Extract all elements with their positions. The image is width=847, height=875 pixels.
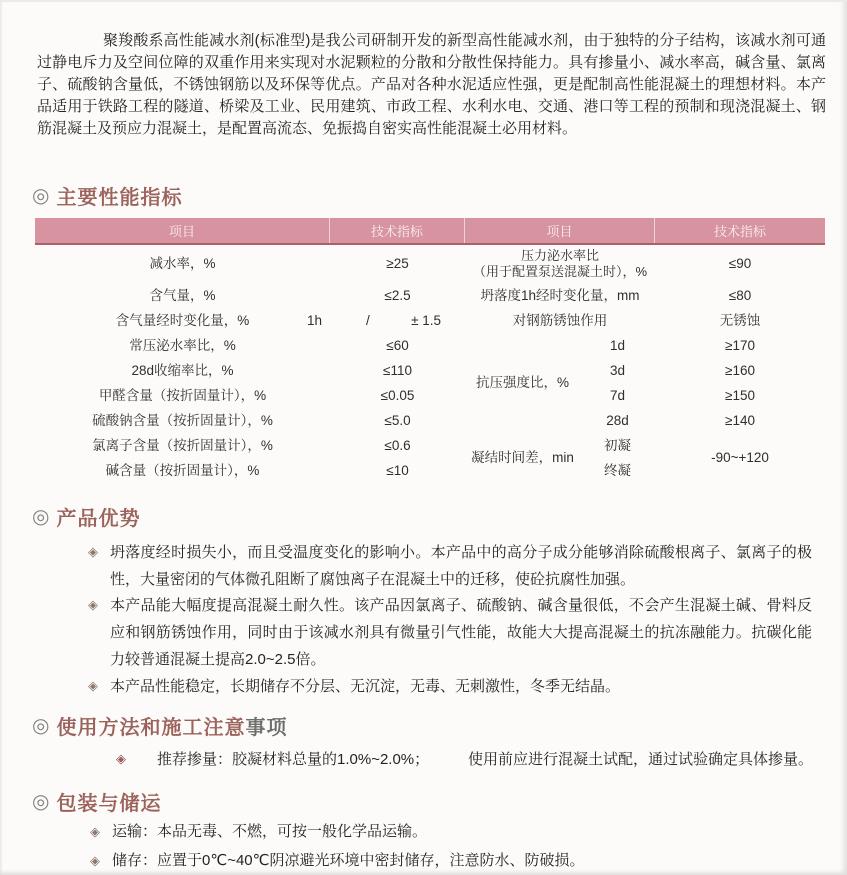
row-value: ≤5.0 — [384, 412, 411, 428]
row-value: ≤2.5 — [384, 287, 411, 303]
double-circle-icon: ◎ — [32, 184, 50, 207]
age-label: 28d — [606, 412, 629, 428]
row-label: 减水率，% — [149, 256, 216, 271]
section-heading-performance — [32, 181, 182, 210]
row-value-text: ± 1.5 — [411, 312, 441, 328]
double-circle-icon: ◎ — [32, 505, 50, 528]
row-value: ≥160 — [725, 362, 755, 378]
row-label-line1: 压力泌水率比 — [520, 248, 599, 263]
row-label: 氯离子含量（按折固量计），% — [92, 437, 273, 453]
row-label: 对钢筋锈蚀作用 — [512, 312, 608, 328]
advantage-item — [88, 539, 812, 593]
row-value: ≤80 — [728, 287, 752, 303]
row-value: ≤10 — [386, 462, 409, 478]
row-label: 坍落度1h经时变化量，mm — [480, 287, 640, 303]
advantage-text: 坍落度经时损失小，而且受温度变化的影响小。本产品中的高分子成分能够消除硫酸根离子、氯离子的极性，大量密闭的气体微孔阻断了腐蚀离子在混凝土中的迁移，使砼抗腐性加强。 — [110, 544, 812, 588]
row-value: 无锈蚀 — [719, 312, 761, 328]
double-circle-icon: ◎ — [32, 714, 50, 737]
row-value: ≥150 — [725, 387, 755, 403]
row-value: ≥140 — [725, 412, 755, 428]
age-label: 7d — [609, 387, 626, 403]
performance-table — [35, 218, 825, 483]
row-value: ≤110 — [383, 362, 412, 378]
diamond-bullet-icon: ◈ — [88, 544, 98, 559]
section-title-performance: 主要性能指标 — [56, 187, 183, 209]
row-value: ≤60 — [386, 337, 409, 353]
row-value: ≤0.05 — [380, 387, 415, 403]
row-label: 甲醛含量（按折固量计），% — [98, 387, 267, 403]
row-value: ≥25 — [386, 256, 409, 271]
usage-item — [0, 748, 847, 770]
advantage-text: 本产品性能稳定，长期储存不分层、无沉淀，无毒、无刺激性，冬季无结晶。 — [110, 678, 621, 695]
section-heading-packing — [32, 787, 161, 816]
trial-text: 使用前应进行混凝土试配，通过试验确定具体掺量。 — [468, 751, 814, 768]
advantage-item — [88, 592, 812, 673]
row-label: 硫酸钠含量（按折固量计），% — [92, 412, 273, 428]
stage-label: 初凝 — [604, 437, 631, 453]
table-header-cell: 技术指标 — [330, 218, 465, 243]
section-title-usage: 使用方法和施工注意 — [56, 717, 246, 739]
row-label: 含气量，% — [149, 287, 216, 303]
age-label: 3d — [609, 362, 626, 378]
storage-text: 储存：应置于0℃~40℃阴凉避光环境中密封储存，注意防水、防破损。 — [112, 852, 585, 869]
row-label: 碱含量（按折固量计），% — [105, 462, 260, 478]
diamond-bullet-icon: ◈ — [116, 751, 126, 766]
row-value: ≤0.6 — [384, 437, 411, 453]
diamond-bullet-icon: ◈ — [90, 824, 100, 839]
dosage-text: 推荐掺量：胶凝材料总量的1.0%~2.0%； — [157, 751, 430, 768]
row-label: 常压泌水率比，% — [129, 337, 236, 353]
stage-label: 终凝 — [604, 462, 631, 478]
table-header-cell: 技术指标 — [713, 224, 766, 239]
age-label: 1d — [609, 337, 626, 353]
section-title-packing: 包装与储运 — [56, 793, 162, 815]
row-value: ≤90 — [728, 256, 752, 271]
advantage-text: 本产品能大幅度提高混凝土耐久性。该产品因氯离子、硫酸钠、碱含量很低，不会产生混凝土碱、骨料反应和钢筋锈蚀作用，同时由于该减水剂具有微量引气性能，故能大大提高混凝土的抗冻融能力。抗碳化能力较普通混凝土提高2.0~2.5倍。 — [110, 597, 812, 668]
diamond-bullet-icon: ◈ — [88, 597, 98, 612]
packing-item — [90, 851, 814, 871]
row-label-strength: 抗压强度比，% — [475, 375, 569, 390]
row-sublabel-time: 1h — [306, 312, 322, 328]
diamond-bullet-icon: ◈ — [88, 678, 98, 693]
section-heading-advantages — [32, 502, 140, 531]
performance-table-header — [35, 218, 825, 245]
row-value: -90~+120 — [711, 450, 769, 465]
row-label: 28d收缩率比，% — [131, 362, 234, 378]
row-label-line2: （用于配置泵送混凝土时），% — [472, 264, 648, 279]
row-label — [465, 245, 655, 283]
section-title-advantages: 产品优势 — [56, 508, 141, 530]
table-header-cell: 项目 — [35, 218, 330, 243]
diamond-bullet-icon: ◈ — [90, 853, 100, 868]
table-header-cell: 项目 — [465, 218, 655, 243]
packing-item — [90, 822, 814, 842]
performance-table-body — [35, 245, 825, 483]
advantage-item — [88, 673, 812, 700]
section-heading-usage — [32, 711, 287, 740]
double-circle-icon: ◎ — [32, 790, 50, 813]
transport-text: 运输：本品无毒、不燃，可按一般化学品运输。 — [112, 823, 428, 840]
row-value — [330, 308, 465, 333]
row-label-text: 含气量经时变化量，% — [115, 312, 250, 328]
row-label-setting: 凝结时间差，min — [471, 450, 574, 465]
section-title-usage-suffix: 事项 — [245, 717, 288, 739]
row-label — [35, 308, 330, 333]
row-value: ≥170 — [725, 337, 755, 353]
intro-paragraph: 聚羧酸系高性能减水剂(标准型)是我公司研制开发的新型高性能减水剂，由于独特的分子结构，该减水剂可通过静电斥力及空间位障的双重作用来实现对水泥颗粒的分散和分散性保持能力。具有掺量小、减水率高，碱含量、氯离子、硫酸钠含量低，不锈蚀钢筋以及环保等优点。产品对各种水泥适应性强，更是配制高性能混凝土的理想材料。本产品适用于铁路工程的隧道、桥梁及工业、民用建筑、市政工程、水利水电、交通、港口等工程的预制和现浇混凝土、钢筋混凝土及预应力混凝土，是配置高流态、免振捣自密实高性能混凝土必用材料。 — [37, 32, 826, 137]
slash-separator: / — [366, 312, 370, 328]
